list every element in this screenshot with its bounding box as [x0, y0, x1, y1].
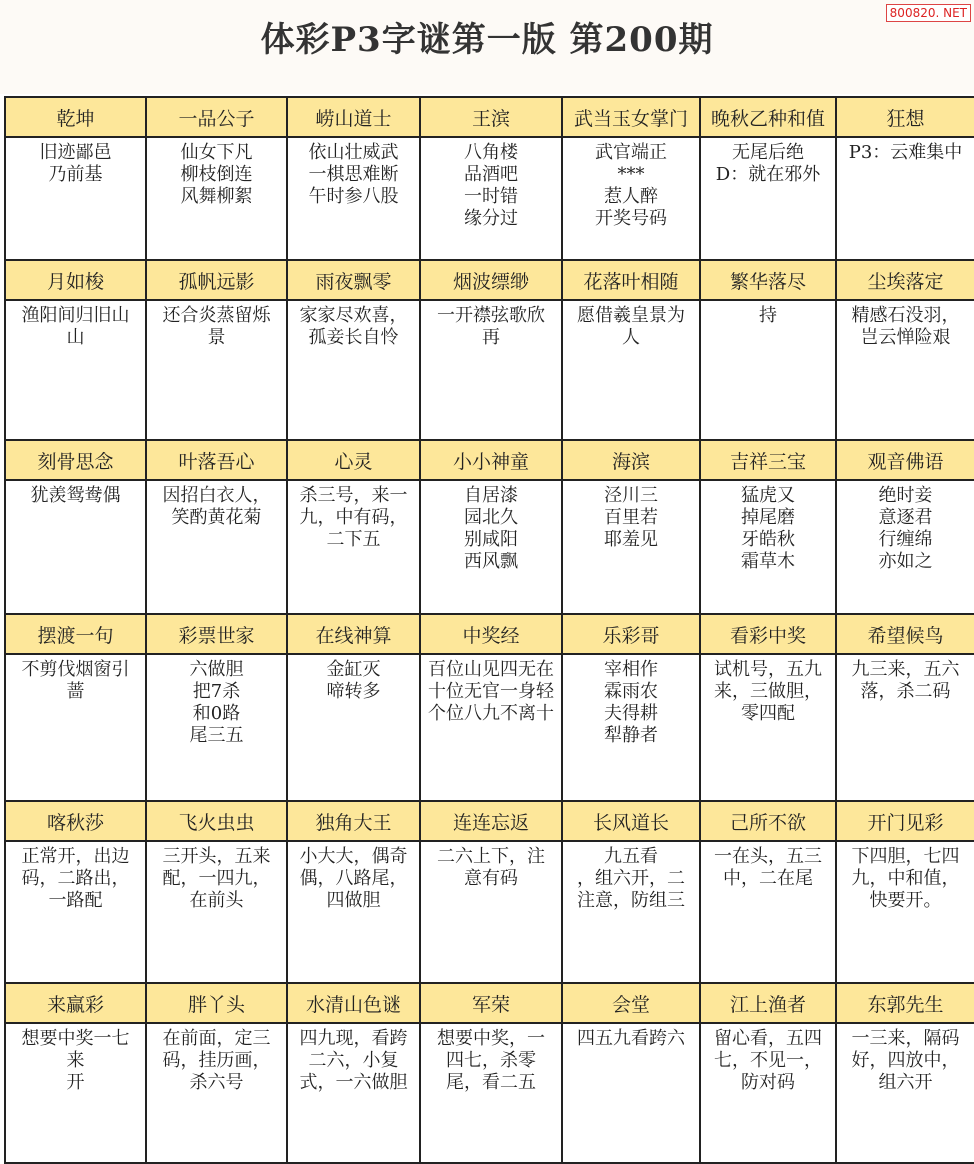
riddle-line: 品酒吧 — [464, 164, 518, 185]
riddle-cell — [147, 802, 288, 984]
riddle-line: 九三来，五六 — [851, 659, 960, 680]
riddle-line: 山 — [66, 327, 85, 348]
riddle-line: 霖雨农 — [604, 681, 658, 702]
riddle-cell — [421, 984, 563, 1164]
riddle-cell — [147, 441, 288, 615]
author-name: 在线神算 — [288, 615, 419, 655]
author-name: 吉祥三宝 — [701, 441, 835, 481]
riddle-line: 七，不见一， — [714, 1050, 822, 1071]
riddle-line: 九，中和值， — [851, 868, 960, 889]
riddle-cell — [563, 441, 701, 615]
riddle-line: 杀三号，来一 — [299, 485, 408, 506]
riddle-text — [288, 842, 419, 982]
riddle-line: 乃前基 — [48, 164, 103, 185]
author-name: 刻骨思念 — [6, 441, 145, 481]
riddle-line: 开 — [66, 1072, 85, 1093]
riddle-line: 码，挂历画， — [162, 1050, 271, 1071]
riddle-line: 园北久 — [464, 507, 518, 528]
riddle-line: 泾川三 — [604, 485, 658, 506]
riddle-line: 牙皓秋 — [741, 529, 795, 550]
riddle-text — [147, 655, 286, 800]
riddle-line: 注意，防组三 — [577, 890, 685, 911]
riddle-line: 缘分过 — [464, 208, 518, 229]
riddle-cell — [6, 984, 147, 1164]
riddle-cell — [147, 615, 288, 802]
riddle-cell — [563, 98, 701, 261]
riddle-line: 在前面，定三 — [162, 1028, 271, 1049]
riddle-text — [6, 138, 145, 259]
riddle-text — [837, 1024, 974, 1162]
author-name: 开门见彩 — [837, 802, 974, 842]
riddle-line: 蔷 — [66, 681, 85, 702]
riddle-line: 猛虎又 — [741, 485, 795, 506]
riddle-line: 岂云惮险艰 — [860, 327, 951, 348]
riddle-line: 零四配 — [741, 703, 795, 724]
riddle-line: 一三来，隔码 — [851, 1028, 960, 1049]
riddle-text — [421, 1024, 561, 1162]
riddle-line: 仙女下凡 — [180, 142, 253, 163]
riddle-line: 一路配 — [48, 890, 103, 911]
table-row — [6, 261, 974, 441]
riddle-line: 宰相作 — [604, 659, 658, 680]
riddle-line: 想要中奖一七 — [21, 1028, 130, 1049]
author-name: 花落叶相随 — [563, 261, 699, 301]
riddle-text — [701, 842, 835, 982]
riddle-line: 霜草木 — [741, 551, 795, 572]
author-name: 中奖经 — [421, 615, 561, 655]
author-name: 武当玉女掌门 — [563, 98, 699, 138]
riddle-cell — [837, 261, 974, 441]
riddle-text — [147, 301, 286, 439]
page-title: 体彩P3字谜第一版 第200期 — [260, 20, 714, 60]
author-name: 看彩中奖 — [701, 615, 835, 655]
riddle-line: 一时错 — [464, 186, 518, 207]
riddle-line: 三开头，五来 — [162, 846, 271, 867]
riddle-cell — [288, 615, 421, 802]
riddle-line: 个位八九不离十 — [428, 703, 554, 724]
author-name: 己所不欲 — [701, 802, 835, 842]
author-name: 月如梭 — [6, 261, 145, 301]
riddle-line: 尾，看二五 — [446, 1072, 536, 1093]
riddle-cell — [147, 98, 288, 261]
riddle-line: 中，二在尾 — [723, 868, 813, 889]
riddle-line: 十位无官一身轻 — [428, 681, 554, 702]
riddle-line: 二下五 — [326, 529, 381, 550]
riddle-cell — [421, 98, 563, 261]
author-name: 心灵 — [288, 441, 419, 481]
riddle-line: ，组六开，二 — [577, 868, 685, 889]
riddle-cell — [288, 98, 421, 261]
riddle-cell — [837, 98, 974, 261]
author-name: 彩票世家 — [147, 615, 286, 655]
riddle-cell — [837, 441, 974, 615]
riddle-cell — [6, 98, 147, 261]
riddle-line: 防对码 — [741, 1072, 795, 1093]
riddle-cell — [6, 615, 147, 802]
riddle-line: 还合炎蒸留烁 — [162, 305, 271, 326]
author-name: 江上渔者 — [701, 984, 835, 1024]
riddle-text — [6, 1024, 145, 1162]
riddle-cell — [421, 802, 563, 984]
riddle-line: 一在头，五三 — [714, 846, 822, 867]
riddle-line: 意逐君 — [878, 507, 933, 528]
riddle-cell — [837, 984, 974, 1164]
riddle-text — [147, 842, 286, 982]
table-row — [6, 98, 974, 261]
riddle-line: 人 — [622, 327, 640, 348]
riddle-text — [563, 842, 699, 982]
riddle-text — [288, 301, 419, 439]
riddle-text — [701, 301, 835, 439]
riddle-cell — [147, 261, 288, 441]
riddle-line: 来 — [66, 1050, 85, 1071]
riddle-line: 犁静者 — [604, 725, 658, 746]
author-name: 小小神童 — [421, 441, 561, 481]
riddle-line: 开奖号码 — [595, 208, 667, 229]
riddle-text — [701, 481, 835, 613]
riddle-line: 再 — [482, 327, 500, 348]
riddle-line: 二六，小复 — [308, 1050, 399, 1071]
riddle-line: 旧迹鄙邑 — [39, 142, 112, 163]
riddle-line: 把7杀 — [192, 681, 241, 702]
riddle-cell — [421, 615, 563, 802]
riddle-line: 组六开 — [878, 1072, 933, 1093]
riddle-cell — [421, 441, 563, 615]
riddle-line: 亦如之 — [878, 551, 933, 572]
author-name: 喀秋莎 — [6, 802, 145, 842]
author-name: 东郭先生 — [837, 984, 974, 1024]
riddle-line: 快要开。 — [869, 890, 942, 911]
riddle-cell — [701, 441, 837, 615]
riddle-text — [421, 481, 561, 613]
riddle-cell — [563, 802, 701, 984]
riddle-line: 景 — [207, 327, 226, 348]
riddle-text — [288, 138, 419, 259]
riddle-line: 一开襟弦歌欣 — [437, 305, 545, 326]
riddle-line: *** — [617, 164, 645, 185]
author-name: 长风道长 — [563, 802, 699, 842]
riddle-text — [421, 655, 561, 800]
riddle-line: 在前头 — [189, 890, 244, 911]
riddle-line: 绝时妾 — [878, 485, 933, 506]
riddle-line: 犹羡鸳鸯偶 — [30, 485, 121, 506]
author-name: 乾坤 — [6, 98, 145, 138]
riddle-text — [6, 301, 145, 439]
author-name: 一品公子 — [147, 98, 286, 138]
riddle-text — [288, 655, 419, 800]
author-name: 独角大王 — [288, 802, 419, 842]
author-name: 胖丫头 — [147, 984, 286, 1024]
riddle-line: 想要中奖，一 — [437, 1028, 545, 1049]
riddle-line: 孤妾长自怜 — [308, 327, 399, 348]
riddle-cell — [288, 984, 421, 1164]
riddle-cell — [288, 802, 421, 984]
riddle-line: 午时参八股 — [308, 186, 399, 207]
riddle-text — [837, 655, 974, 800]
riddle-line: 因招白衣人， — [162, 485, 271, 506]
riddle-line: 行缠绵 — [878, 529, 933, 550]
author-name: 王滨 — [421, 98, 561, 138]
riddle-cell — [701, 984, 837, 1164]
riddle-cell — [563, 261, 701, 441]
riddle-line: 下四胆，七四 — [851, 846, 960, 867]
riddle-line: 无尾后绝 — [732, 142, 804, 163]
author-name: 观音佛语 — [837, 441, 974, 481]
riddle-line: 武官端正 — [595, 142, 667, 163]
riddle-text — [701, 655, 835, 800]
riddle-line: 四五九看跨六 — [577, 1028, 685, 1049]
riddle-text — [701, 138, 835, 259]
riddle-text — [701, 1024, 835, 1162]
riddle-line: 持 — [759, 305, 777, 326]
riddle-line: 八角楼 — [464, 142, 518, 163]
riddle-cell — [837, 802, 974, 984]
table-row — [6, 984, 974, 1164]
author-name: 尘埃落定 — [837, 261, 974, 301]
riddle-line: 渔阳间归旧山 — [21, 305, 130, 326]
author-name: 军荣 — [421, 984, 561, 1024]
riddle-line: 西风飘 — [464, 551, 518, 572]
riddle-cell — [288, 441, 421, 615]
riddle-text — [563, 655, 699, 800]
riddle-line: 六做胆 — [189, 659, 244, 680]
riddle-line: 和0路 — [192, 703, 241, 724]
riddle-line: 正常开，出边 — [21, 846, 130, 867]
riddle-line: 九，中有码， — [299, 507, 408, 528]
author-name: 孤帆远影 — [147, 261, 286, 301]
riddle-cell — [701, 261, 837, 441]
riddle-cell — [701, 98, 837, 261]
author-name: 乐彩哥 — [563, 615, 699, 655]
author-name: 水清山色谜 — [288, 984, 419, 1024]
riddle-cell — [6, 441, 147, 615]
riddle-text — [563, 1024, 699, 1162]
riddle-text — [837, 138, 974, 259]
riddle-line: 柳枝倒连 — [180, 164, 253, 185]
riddle-text — [563, 138, 699, 259]
riddle-cell — [701, 615, 837, 802]
page-header — [0, 0, 974, 94]
riddle-line: 别咸阳 — [464, 529, 518, 550]
author-name: 来赢彩 — [6, 984, 145, 1024]
author-name: 烟波缥缈 — [421, 261, 561, 301]
riddle-line: 二六上下，注 — [437, 846, 545, 867]
riddle-cell — [6, 261, 147, 441]
riddle-text — [147, 138, 286, 259]
riddle-cell — [147, 984, 288, 1164]
riddle-line: 尾三五 — [189, 725, 244, 746]
riddle-line: 惹人醉 — [604, 186, 658, 207]
riddle-line: 留心看，五四 — [714, 1028, 822, 1049]
riddle-text — [421, 842, 561, 982]
riddle-line: 四做胆 — [326, 890, 381, 911]
author-name: 希望候鸟 — [837, 615, 974, 655]
author-name: 雨夜飘零 — [288, 261, 419, 301]
riddle-line: 式，一六做胆 — [299, 1072, 408, 1093]
riddle-text — [147, 481, 286, 613]
riddle-cell — [421, 261, 563, 441]
riddle-text — [147, 1024, 286, 1162]
riddle-line: 啼转多 — [326, 681, 381, 702]
author-name: 飞火虫虫 — [147, 802, 286, 842]
riddle-line: 来，三做胆， — [714, 681, 822, 702]
riddle-cell — [563, 615, 701, 802]
riddle-text — [421, 138, 561, 259]
riddle-cell — [701, 802, 837, 984]
riddle-line: 配，一四九， — [162, 868, 271, 889]
riddle-line: 落，杀二码 — [860, 681, 951, 702]
author-name: 繁华落尽 — [701, 261, 835, 301]
riddle-line: 夫得耕 — [604, 703, 658, 724]
riddle-text — [837, 301, 974, 439]
riddle-line: 四七，杀零 — [446, 1050, 536, 1071]
riddle-line: 试机号，五九 — [714, 659, 822, 680]
author-name: 会堂 — [563, 984, 699, 1024]
riddle-text — [6, 842, 145, 982]
author-name: 摆渡一句 — [6, 615, 145, 655]
riddle-line: 意有码 — [464, 868, 518, 889]
table-row — [6, 802, 974, 984]
riddle-line: 精感石没羽， — [851, 305, 960, 326]
riddle-text — [288, 481, 419, 613]
author-name: 连连忘返 — [421, 802, 561, 842]
riddle-cell — [837, 615, 974, 802]
riddle-line: 好，四放中， — [851, 1050, 960, 1071]
riddle-line: 耶羞见 — [604, 529, 658, 550]
riddle-line: 金缸灭 — [326, 659, 381, 680]
riddle-text — [421, 301, 561, 439]
riddle-line: 掉尾磨 — [741, 507, 795, 528]
riddle-text — [563, 481, 699, 613]
riddle-text — [6, 481, 145, 613]
author-name: 叶落吾心 — [147, 441, 286, 481]
riddle-cell — [563, 984, 701, 1164]
riddle-line: 偶，八路尾， — [299, 868, 408, 889]
riddle-line: 自居漆 — [464, 485, 518, 506]
riddle-line: 百位山见四无在 — [428, 659, 554, 680]
riddle-line: 码，二路出， — [21, 868, 130, 889]
site-watermark: 800820. NET — [886, 4, 971, 22]
riddle-line: 四九现，看跨 — [299, 1028, 408, 1049]
riddle-line: 小大大，偶奇 — [299, 846, 408, 867]
riddle-line: 笑酌黄花菊 — [171, 507, 262, 528]
author-name: 崂山道士 — [288, 98, 419, 138]
riddle-table — [4, 96, 974, 1164]
riddle-line: 依山壮威武 — [308, 142, 399, 163]
riddle-line: D：就在邪外 — [715, 164, 821, 185]
riddle-line: 百里若 — [604, 507, 658, 528]
riddle-cell — [288, 261, 421, 441]
table-row — [6, 441, 974, 615]
riddle-line: 九五看 — [604, 846, 658, 867]
riddle-text — [837, 842, 974, 982]
table-row — [6, 615, 974, 802]
riddle-text — [837, 481, 974, 613]
riddle-text — [563, 301, 699, 439]
author-name: 狂想 — [837, 98, 974, 138]
riddle-line: 家家尽欢喜， — [299, 305, 408, 326]
riddle-cell — [6, 802, 147, 984]
author-name: 晚秋乙种和值 — [701, 98, 835, 138]
riddle-text — [288, 1024, 419, 1162]
riddle-line: 愿借羲皇景为 — [577, 305, 685, 326]
riddle-line: P3：云难集中 — [848, 142, 963, 163]
riddle-line: 风舞柳絮 — [180, 186, 253, 207]
riddle-line: 不剪伐烟窗引 — [21, 659, 130, 680]
riddle-line: 一棋思难断 — [308, 164, 399, 185]
riddle-text — [6, 655, 145, 800]
riddle-line: 杀六号 — [189, 1072, 244, 1093]
author-name: 海滨 — [563, 441, 699, 481]
